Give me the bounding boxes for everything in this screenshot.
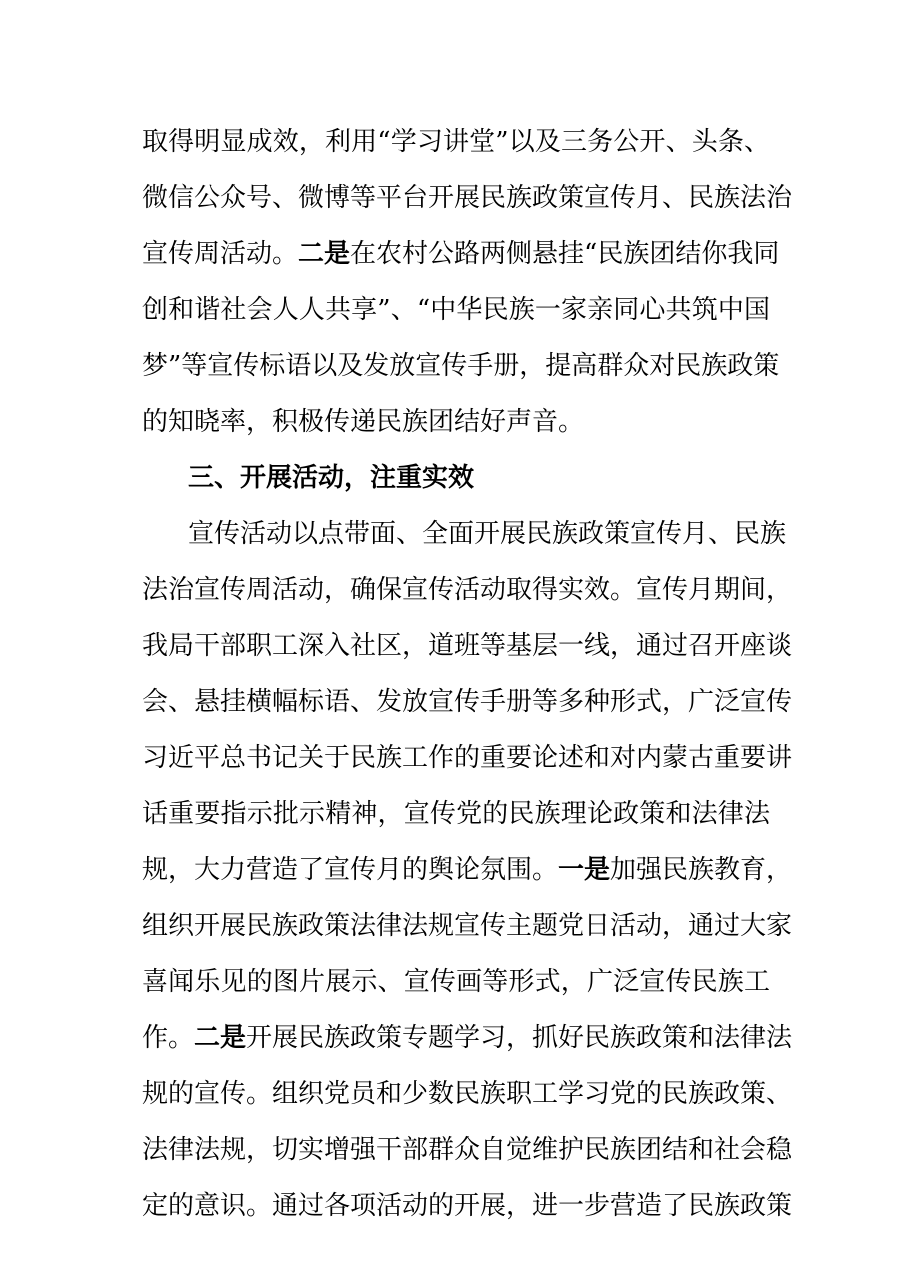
emphasis-lead: 一是 [558,855,611,885]
emphasis-lead: 二是 [194,1023,247,1053]
section-heading: 三、开展活动，注重实效 [188,463,475,493]
paragraph-line: 微信公众号、微博等平台开展民族政策宣传月、民族法治 [142,183,793,213]
emphasis-lead: 二是 [298,239,351,269]
paragraph-line: 会、悬挂横幅标语、发放宣传手册等多种形式，广泛宣传 [142,687,793,717]
paragraph-line [142,855,793,885]
paragraph-line: 我局干部职工深入社区，道班等基层一线，通过召开座谈 [142,631,793,661]
paragraph-line: 话重要指示批示精神，宣传党的民族理论政策和法律法 [142,799,770,829]
paragraph-line: 组织开展民族政策法律法规宣传主题党日活动，通过大家 [142,911,793,941]
paragraph-line: 法律法规，切实增强干部群众自觉维护民族团结和社会稳 [142,1135,793,1165]
line-text: 宣传周活动。 [142,239,299,269]
paragraph-line: 梦”等宣传标语以及发放宣传手册，提高群众对民族政策 [142,351,780,381]
paragraph-line: 法治宣传周活动，确保宣传活动取得实效。宣传月期间， [142,575,793,605]
line-text: 加强民族教育， [610,855,793,885]
line-text: 规，大力营造了宣传月的舆论氛围。 [142,855,559,885]
paragraph-line: 喜闻乐见的图片展示、宣传画等形式，广泛宣传民族工 [142,967,770,997]
paragraph-line [142,1023,793,1053]
line-text: 作。 [142,1023,195,1053]
paragraph-line: 定的意识。通过各项活动的开展，进一步营造了民族政策 [142,1191,793,1221]
paragraph-line: 取得明显成效，利用“学习讲堂”以及三务公开、头条、 [142,127,770,157]
line-text: 在农村公路两侧悬挂“民族团结你我同 [350,239,780,269]
paragraph-line [142,239,780,269]
line-text: 开展民族政策专题学习，抓好民族政策和法律法 [246,1023,793,1053]
paragraph-line: 规的宣传。组织党员和少数民族职工学习党的民族政策、 [142,1079,793,1109]
paragraph-line: 习近平总书记关于民族工作的重要论述和对内蒙古重要讲 [142,743,793,773]
paragraph-line: 的知晓率，积极传递民族团结好声音。 [142,407,585,437]
paragraph-line: 宣传活动以点带面、全面开展民族政策宣传月、民族 [188,519,787,549]
paragraph-line: 创和谐社会人人共享”、“中华民族一家亲同心共筑中国 [142,295,770,325]
